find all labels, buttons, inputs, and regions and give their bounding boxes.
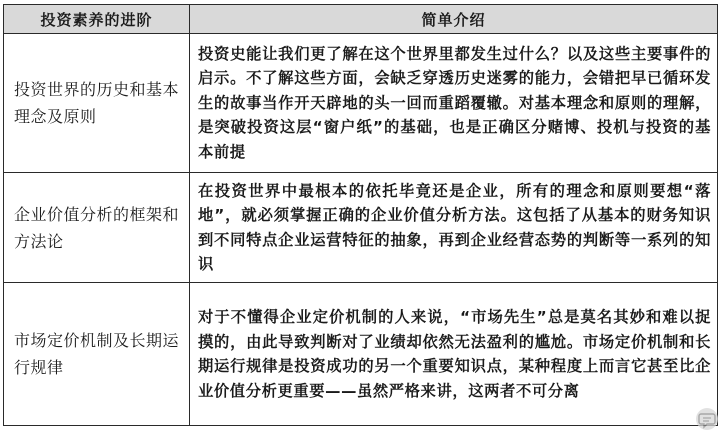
table-header-row [4, 5, 718, 34]
table-row [4, 34, 718, 173]
row-description: 在投资世界中最根本的依托毕竟还是企业，所有的理念和原则要想“落地”，就必须掌握正确的企业价值分析方法。这包括了从基本的财务知识到不同特点企业运营特征的抽象，再到企业经营态势的判断等一系列的知识 [190, 173, 718, 283]
table-row [4, 283, 718, 426]
row-topic: 企业价值分析的框架和方法论 [4, 173, 190, 283]
document-page [3, 4, 717, 428]
row-description: 对于不懂得企业定价机制的人来说，“市场先生”总是莫名其妙和难以捉摸的，由此导致判断对了业绩却依然无法盈利的尴尬。市场定价机制和长期运行规律是投资成功的另一个重要知识点，某种程度上而言它甚至比企业价值分析更重要——虽然严格来讲，这两者不可分离 [190, 283, 718, 426]
column-header-intro: 简单介绍 [190, 5, 718, 34]
row-topic: 市场定价机制及长期运行规律 [4, 283, 190, 426]
row-description: 投资史能让我们更了解在这个世界里都发生过什么？以及这些主要事件的启示。不了解这些方面，会缺乏穿透历史迷雾的能力，会错把早已循环发生的故事当作开天辟地的头一回而重蹈覆辙。对基本理念和原则的理解，是突破投资这层“窗户纸”的基础，也是正确区分赌博、投机与投资的基本前提 [190, 34, 718, 173]
table-row [4, 173, 718, 283]
chat-bubble-icon [696, 408, 718, 430]
row-topic: 投资世界的历史和基本理念及原则 [4, 34, 190, 173]
investment-literacy-table [3, 4, 718, 426]
column-header-stage: 投资素养的进阶 [4, 5, 190, 34]
